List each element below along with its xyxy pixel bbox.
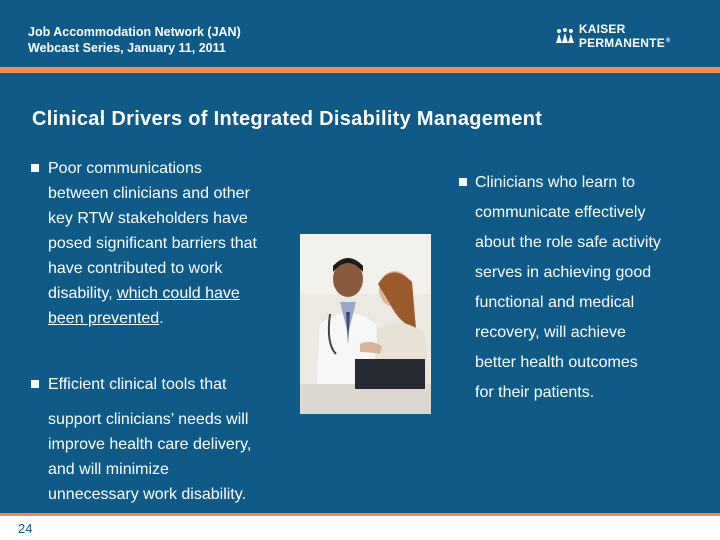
photo-illustration	[300, 234, 431, 414]
bullet-line: and will minimize	[48, 461, 169, 478]
footer-accent-rule	[0, 513, 720, 516]
bullet-line: communicate effectively	[475, 204, 646, 221]
doctor-patient-photo	[300, 234, 431, 414]
underlined-text: which could have	[117, 285, 240, 302]
left-bullet-1	[48, 156, 293, 331]
slide-header	[0, 0, 720, 67]
slide-title: Clinical Drivers of Integrated Disability Management	[32, 108, 543, 130]
header-text	[28, 24, 241, 56]
bullet-line: recovery, will achieve	[475, 324, 626, 341]
logo-wordmark: KAISER PERMANENTE®	[578, 22, 671, 50]
bullet-line: key RTW stakeholders have	[48, 210, 248, 227]
bullet-line: serves in achieving good	[475, 264, 652, 281]
slide-footer	[0, 513, 720, 540]
left-bullet-2	[48, 372, 293, 507]
header-line-1: Job Accommodation Network (JAN)	[28, 25, 241, 39]
kaiser-permanente-people-icon	[555, 28, 575, 44]
header-line-2: Webcast Series, January 11, 2011	[28, 41, 226, 55]
bullet-line-underlined: been prevented.	[48, 310, 164, 327]
bullet-marker-1	[31, 164, 39, 172]
bullet-marker-3	[459, 178, 467, 186]
bullet-line: Efficient clinical tools that	[48, 376, 227, 393]
bullet-line: posed significant barriers that	[48, 235, 257, 252]
kaiser-permanente-logo	[555, 22, 720, 50]
bullet-line: for their patients.	[475, 384, 595, 401]
bullet-marker-2	[31, 380, 39, 388]
bullet-line: improve health care delivery,	[48, 436, 252, 453]
bullet-line: support clinicians’ needs will	[48, 411, 249, 428]
underlined-text: been prevented	[48, 310, 160, 327]
right-bullet	[475, 168, 715, 408]
bullet-line: functional and medical	[475, 294, 635, 311]
bullet-line-underlined: disability, which could have	[48, 285, 240, 302]
bullet-line: unnecessary work disability.	[48, 486, 247, 503]
bullet-line: about the role safe activity	[475, 234, 661, 251]
page-number: 24	[18, 521, 33, 536]
bullet-line: Poor communications	[48, 160, 202, 177]
bullet-line: between clinicians and other	[48, 185, 250, 202]
bullet-line: Clinicians who learn to	[475, 174, 636, 191]
bullet-line: better health outcomes	[475, 354, 638, 371]
header-accent-rule	[0, 67, 720, 73]
bullet-line: have contributed to work	[48, 260, 223, 277]
